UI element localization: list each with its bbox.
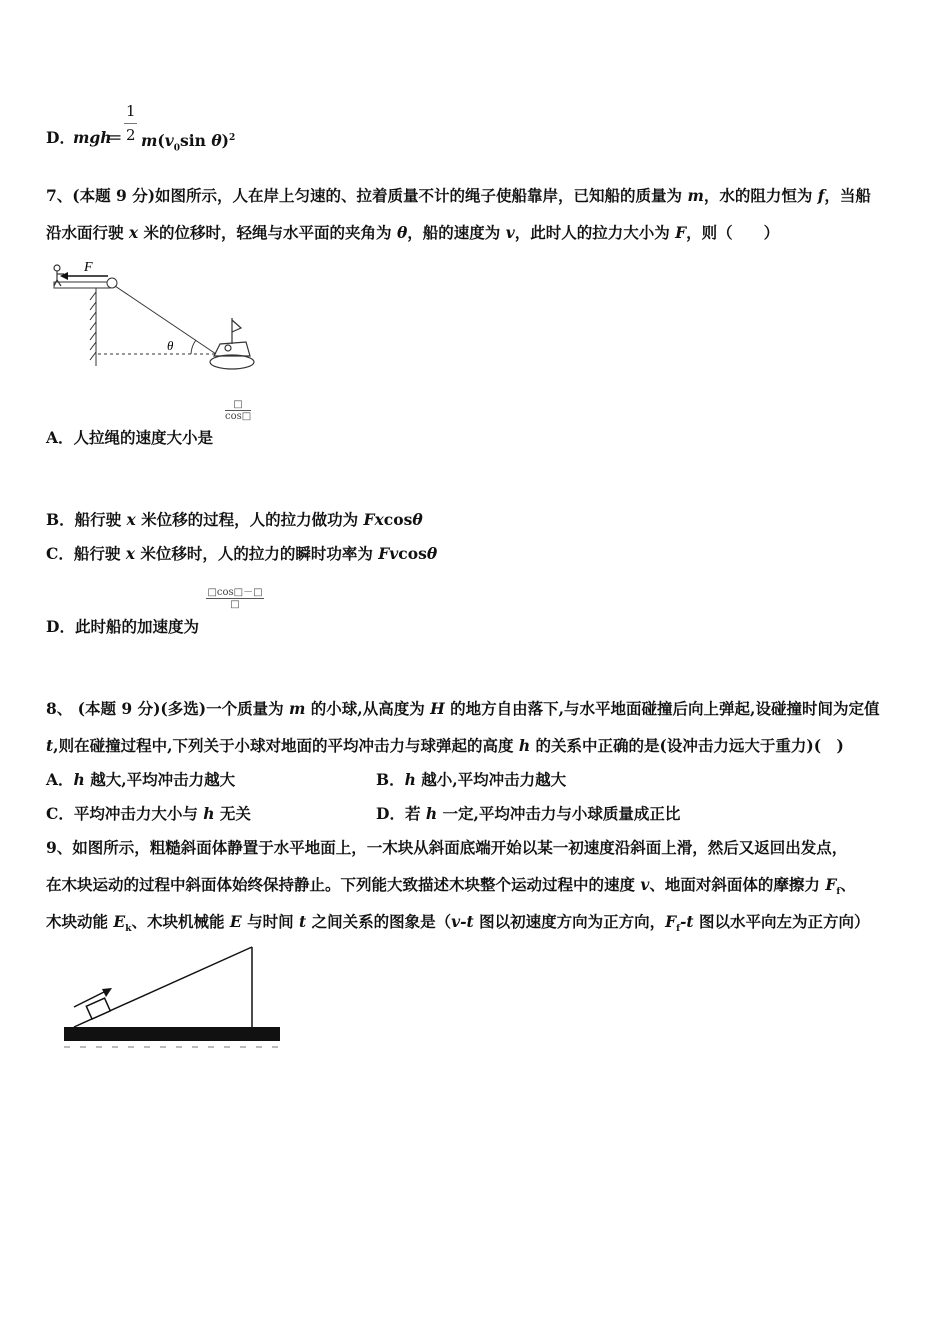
q7-option-a-fraction xyxy=(225,399,251,422)
q7-stem-line1 xyxy=(46,186,871,206)
displacement-symbol: x xyxy=(125,544,135,563)
height-symbol: h xyxy=(73,770,85,789)
time-symbol: t xyxy=(299,912,307,931)
cos-text: cos xyxy=(383,510,413,529)
q8-option-b[interactable] xyxy=(376,770,566,790)
subscript-f: f xyxy=(676,924,680,935)
mass-symbol: m xyxy=(289,699,306,718)
ft-label: -t xyxy=(680,912,694,931)
fraction-numerator: 1 xyxy=(126,102,136,120)
height-symbol: h xyxy=(203,804,215,823)
q9-incline-figure xyxy=(60,945,285,1053)
energy-symbol: E xyxy=(229,912,242,931)
fraction-denominator: cos□ xyxy=(225,411,252,422)
q7-option-c[interactable] xyxy=(46,544,437,564)
friction-symbol: f xyxy=(817,186,825,205)
wall-hatching xyxy=(90,288,96,366)
subscript-k: k xyxy=(125,924,132,935)
theta-symbol: θ xyxy=(412,510,423,529)
q8-text: ,则在碰撞过程中,下列关于小球对地面的平均冲击力与球弹起的高度 xyxy=(53,736,519,755)
equals-sign: ＝ xyxy=(107,128,123,147)
force-symbol: F xyxy=(675,223,687,242)
q7-stem-line2 xyxy=(46,223,779,243)
ground xyxy=(64,1027,280,1041)
q9-text: 木块动能 xyxy=(46,912,114,931)
velocity-symbol: v xyxy=(505,223,515,242)
q7-option-d[interactable]: D．此时船的加速度为 xyxy=(46,617,199,636)
mass-symbol: m xyxy=(141,131,158,151)
q7-option-a[interactable]: A．人拉绳的速度大小是 xyxy=(46,428,214,447)
q9-text: 、地面对斜面体的摩擦力 xyxy=(649,875,826,894)
fraction-denominator: 2 xyxy=(126,126,136,144)
q7-text: ，水的阻力恒为 xyxy=(703,186,818,205)
q7-option-d-fraction xyxy=(206,587,264,610)
force-label: F xyxy=(84,260,93,275)
option-label: D．若 xyxy=(376,804,426,823)
q9-stem-line1: 9、如图所示，粗糙斜面体静置于水平地面上，一木块从斜面底端开始以某一初速度沿斜面上滑，然后又返回出发点， xyxy=(46,838,848,857)
q8-text: 的小球,从高度为 xyxy=(305,699,431,718)
force-symbol: F xyxy=(665,912,677,931)
q8-stem-line2 xyxy=(46,736,844,756)
option-text: 无关 xyxy=(214,804,251,823)
theta-symbol: θ xyxy=(396,223,408,242)
q9-text: 图以水平向左为正方向） xyxy=(693,912,870,931)
formula-lhs: mgh xyxy=(73,128,112,147)
q9-text: 、 xyxy=(840,875,856,894)
theta-symbol: θ xyxy=(211,131,222,151)
q9-text: 图以初速度方向为正方向， xyxy=(473,912,666,931)
subscript-f: f xyxy=(836,887,841,898)
q7-text: ，当船 xyxy=(824,186,871,205)
option-text: C．船行驶 xyxy=(46,544,126,563)
height-symbol: h xyxy=(404,770,416,789)
q7-text: 沿水面行驶 xyxy=(46,223,129,242)
fraction-bar xyxy=(124,123,137,124)
q8-text: 的关系中正确的是(设冲击力远大于重力)( ) xyxy=(530,736,844,755)
angle-arc xyxy=(191,340,196,354)
sin-text: sin xyxy=(180,131,212,151)
option-text: 一定,平均冲击力与小球质量成正比 xyxy=(437,804,681,823)
option-text: 米位移时，人的拉力的瞬时功率为 xyxy=(134,544,379,563)
vt-label: v-t xyxy=(451,912,474,931)
q8-option-a[interactable] xyxy=(46,770,235,790)
q7-text: ，船的速度为 xyxy=(407,223,506,242)
q9-text: 之间关系的图象是（ xyxy=(306,912,452,931)
option-text: 越小,平均冲击力越大 xyxy=(415,770,567,789)
height-symbol: h xyxy=(425,804,438,823)
height-symbol: H xyxy=(430,699,445,718)
option-label: C．平均冲击力大小与 xyxy=(46,804,204,823)
q6-option-d xyxy=(46,100,286,154)
mass-symbol: m xyxy=(687,186,704,205)
q7-text: 米的位移时，轻绳与水平面的夹角为 xyxy=(138,223,397,242)
q7-option-b[interactable] xyxy=(46,510,423,530)
displacement-symbol: x xyxy=(126,510,136,529)
q7-boat-figure xyxy=(46,256,261,381)
q9-text: 、木块机械能 xyxy=(131,912,230,931)
power-expression: Fv xyxy=(378,544,399,563)
paren-open: ( xyxy=(157,131,165,151)
theta-symbol: θ xyxy=(426,544,438,563)
q9-text: 与时间 xyxy=(241,912,300,931)
wooden-block xyxy=(86,998,110,1019)
energy-symbol: E xyxy=(113,912,126,931)
option-text: 越大,平均冲击力越大 xyxy=(84,770,236,789)
q7-text: ，则（ ） xyxy=(686,223,780,242)
q7-text: 7、(本题 9 分)如图所示，人在岸上匀速的、拉着质量不计的绳子使船靠岸，已知船的质量为 xyxy=(46,186,688,205)
velocity-symbol: v xyxy=(640,875,650,894)
superscript-two: 2 xyxy=(229,133,236,143)
q9-stem-line3 xyxy=(46,912,870,939)
q8-option-c[interactable] xyxy=(46,804,251,824)
arrow-head-icon xyxy=(60,272,68,280)
height-symbol: h xyxy=(518,736,531,755)
q9-stem-line2 xyxy=(46,875,856,902)
option-text: B．船行驶 xyxy=(46,510,127,529)
q8-text: 的地方自由落下,与水平地面碰撞后向上弹起,设碰撞时间为定值 xyxy=(444,699,880,718)
cos-text: cos xyxy=(398,544,427,563)
work-expression: Fx xyxy=(363,510,384,529)
velocity-symbol: v xyxy=(164,131,174,151)
time-symbol: t xyxy=(46,736,54,755)
boat-icon xyxy=(210,318,254,369)
q9-text: 在木块运动的过程中斜面体始终保持静止。下列能大致描述木块整个运动过程中的速度 xyxy=(46,875,641,894)
displacement-symbol: x xyxy=(128,223,139,242)
q8-option-d[interactable] xyxy=(376,804,680,824)
option-label: D． xyxy=(46,128,75,147)
force-symbol: F xyxy=(825,875,837,894)
option-text: 米位移的过程，人的拉力做功为 xyxy=(135,510,364,529)
option-label: A． xyxy=(46,770,74,789)
bank-ledge xyxy=(54,282,110,288)
rope xyxy=(115,286,216,354)
q8-stem-line1 xyxy=(46,699,879,719)
fraction-numerator: □cos□－□ xyxy=(207,587,263,598)
subscript-zero: 0 xyxy=(173,143,181,154)
fraction-numerator: □ xyxy=(233,399,243,410)
q8-text: 8、 (本题 9 分)(多选)一个质量为 xyxy=(46,699,289,718)
option-label: B． xyxy=(376,770,405,789)
paren-close: ) xyxy=(221,131,229,151)
angle-label: θ xyxy=(167,338,174,353)
fraction-denominator: □ xyxy=(206,598,264,610)
q7-text: ，此时人的拉力大小为 xyxy=(514,223,676,242)
